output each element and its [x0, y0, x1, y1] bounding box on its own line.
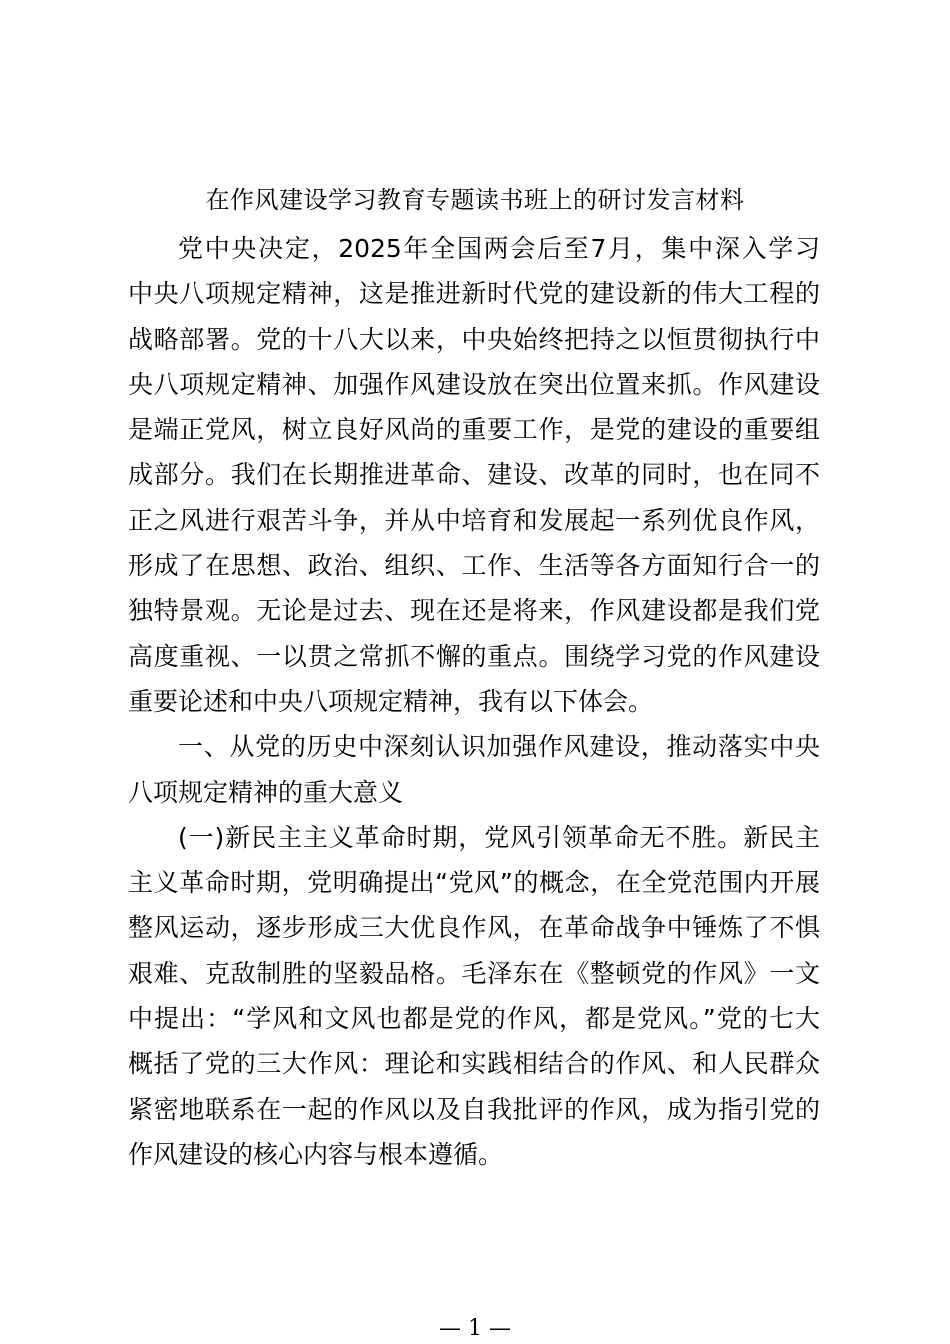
document-title: 在作风建设学习教育专题读书班上的研讨发言材料: [205, 186, 745, 214]
body-line: 独特景观。无论是过去、现在还是将来，作风建设都是我们党: [128, 596, 820, 626]
body-line: 央八项规定精神、加强作风建设放在突出位置来抓。作风建设: [128, 369, 820, 399]
body-line: 是端正党风，树立良好风尚的重要工作，是党的建设的重要组: [128, 415, 820, 445]
section-heading-line: 一、从党的历史中深刻认识加强作风建设，推动落实中央: [178, 732, 820, 762]
body-line: 成部分。我们在长期推进革命、建设、改革的同时，也在同不: [128, 460, 820, 490]
body-line: 形成了在思想、政治、组织、工作、生活等各方面知行合一的: [128, 551, 820, 581]
body-line: 艰难、克敌制胜的坚毅品格。毛泽东在《整顿党的作风》一文: [128, 958, 820, 988]
body-line: 高度重视、一以贯之常抓不懈的重点。围绕学习党的作风建设: [128, 641, 820, 671]
body-line: 紧密地联系在一起的作风以及自我批评的作风，成为指引党的: [128, 1094, 820, 1124]
body-line: 战略部署。党的十八大以来，中央始终把持之以恒贯彻执行中: [128, 324, 820, 354]
body-line: 党中央决定，2025年全国两会后至7月，集中深入学习: [178, 234, 820, 263]
body-line: 重要论述和中央八项规定精神，我有以下体会。: [128, 686, 654, 716]
body-line: 概括了党的三大作风：理论和实践相结合的作风、和人民群众: [128, 1049, 820, 1079]
page-number: — 1 —: [439, 1316, 511, 1341]
body-line: 作风建设的核心内容与根本遵循。: [128, 1139, 504, 1169]
body-line: (一)新民主主义革命时期，党风引领革命无不胜。新民主: [178, 822, 820, 852]
body-line: 整风运动，逐步形成三大优良作风，在革命战争中锤炼了不惧: [128, 913, 820, 943]
body-line: 中央八项规定精神，这是推进新时代党的建设新的伟大工程的: [128, 279, 820, 309]
body-line: 中提出：“学风和文风也都是党的作风，都是党风。”党的七大: [128, 1004, 820, 1034]
section-heading-line: 八项规定精神的重大意义: [128, 777, 404, 807]
body-line: 正之风进行艰苦斗争，并从中培育和发展起一系列优良作风，: [128, 505, 820, 535]
body-line: 主义革命时期，党明确提出“党风”的概念，在全党范围内开展: [128, 868, 820, 898]
document-body: [128, 226, 820, 1177]
